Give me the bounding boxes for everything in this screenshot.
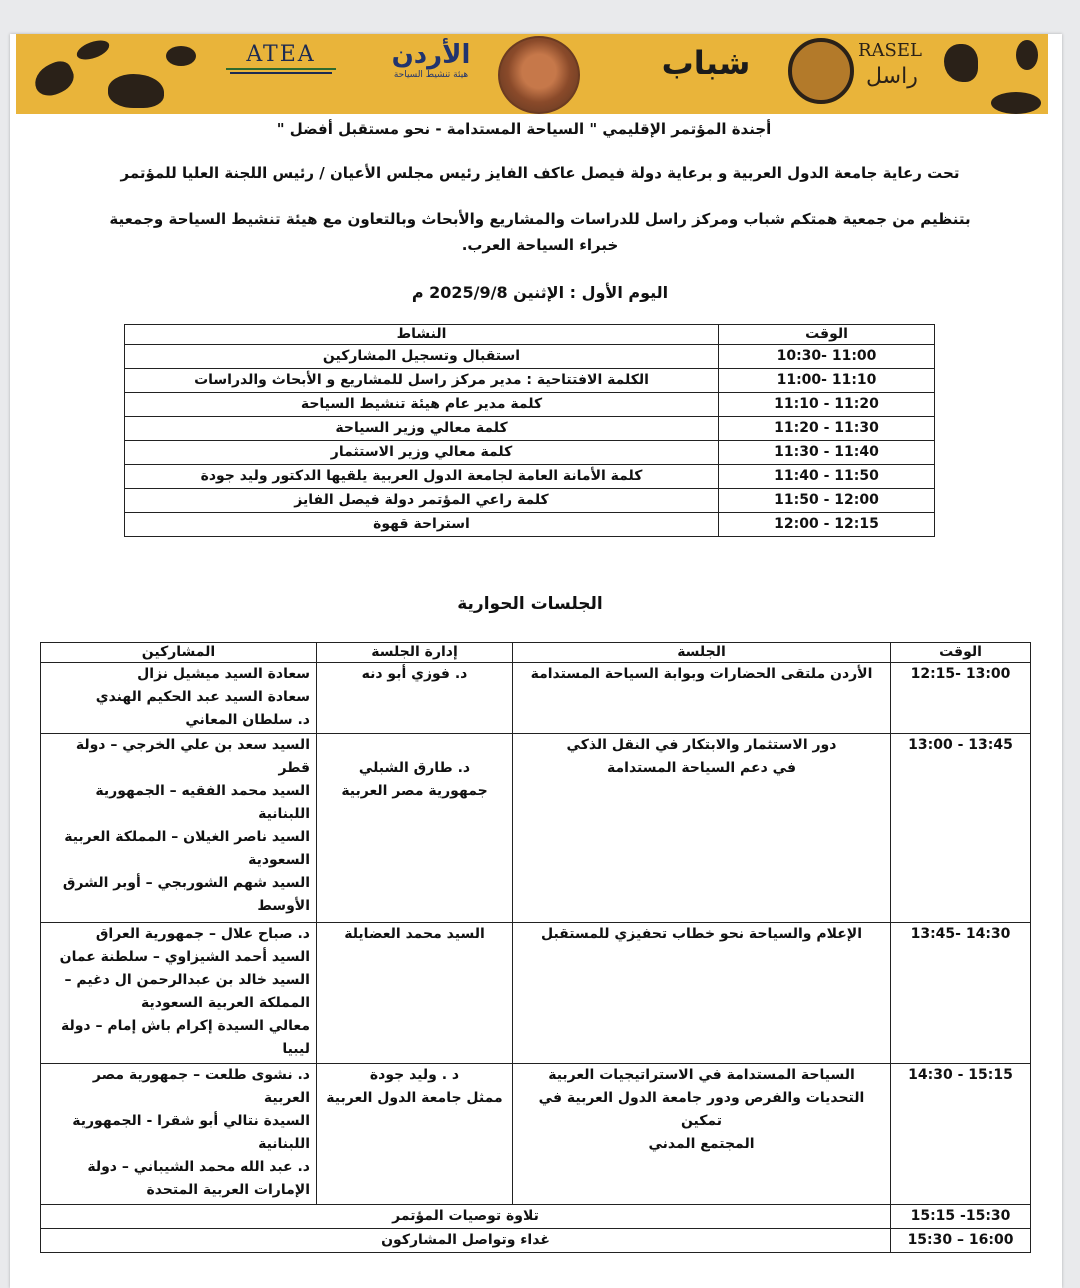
session-cell: الأردن ملتقى الحضارات وبوابة السياحة المستدامة xyxy=(513,663,891,734)
table-row xyxy=(125,417,935,441)
time-cell: 10:30- 11:00 xyxy=(719,345,935,369)
time-cell: 15:30 – 16:00 xyxy=(891,1229,1031,1253)
participants-cell: د. صباح علال – جمهورية العراق السيد أحمد الشيزاوي – سلطنة عمان السيد خالد بن عبدالرحمن ال دغيم – المملكة العربية السعودية معالي السيدة إكرام باش إمام – دولة ليبيا xyxy=(41,923,317,1064)
header-banner xyxy=(16,34,1048,114)
column-header-moderator: إدارة الجلسة xyxy=(317,643,513,663)
organizer-text-line2: خبراء السياحة العرب. xyxy=(461,236,619,254)
table-header-row xyxy=(41,643,1031,663)
day-label: اليوم الأول : الإثنين 2025/9/8 م xyxy=(411,283,669,302)
agenda-title: أجندة المؤتمر الإقليمي " السياحة المستدامة - نحو مستقبل أفضل " xyxy=(276,120,772,138)
table-row xyxy=(41,923,1031,1064)
session-cell: دور الاستثمار والابتكار في النقل الذكي في دعم السياحة المستدامة xyxy=(513,734,891,923)
session-cell: السياحة المستدامة في الاستراتيجيات العربية التحديات والفرص ودور جامعة الدول العربية في تمكين المجتمع المدني xyxy=(513,1064,891,1205)
time-cell: 11:20 - 11:30 xyxy=(719,417,935,441)
time-cell: 13:45- 14:30 xyxy=(891,923,1031,1064)
patronage-text: تحت رعاية جامعة الدول العربية و برعاية دولة فيصل عاكف الفايز رئيس مجلس الأعيان / رئيس اللجنة العليا للمؤتمر xyxy=(120,164,960,182)
activity-cell: كلمة معالي وزير الاستثمار xyxy=(125,441,719,465)
moderator-cell: د. فوزي أبو دنه xyxy=(317,663,513,734)
time-cell: 11:10 - 11:20 xyxy=(719,393,935,417)
table-header-row xyxy=(125,325,935,345)
time-cell: 14:30 - 15:15 xyxy=(891,1064,1031,1205)
shabab-logo: شباب xyxy=(661,44,751,82)
atea-logo: ATEA xyxy=(216,42,346,94)
column-header-time: الوقت xyxy=(891,643,1031,663)
session-cell: الإعلام والسياحة نحو خطاب تحفيزي للمستقبل xyxy=(513,923,891,1064)
time-cell: 11:00- 11:10 xyxy=(719,369,935,393)
participants-cell: د. نشوى طلعت – جمهورية مصر العربية السيدة نتالي أبو شقرا - الجمهورية اللبنانية د. عبد الله محمد الشيباني – دولة الإمارات العربية المتحدة xyxy=(41,1064,317,1205)
time-cell: 11:40 - 11:50 xyxy=(719,465,935,489)
column-header-time: الوقت xyxy=(719,325,935,345)
column-header-activity: النشاط xyxy=(125,325,719,345)
petra-logo xyxy=(498,36,580,114)
opening-agenda-table xyxy=(124,324,935,537)
activity-cell: كلمة راعي المؤتمر دولة فيصل الفايز xyxy=(125,489,719,513)
table-row xyxy=(125,489,935,513)
activity-cell: كلمة مدير عام هيئة تنشيط السياحة xyxy=(125,393,719,417)
activity-cell: تلاوة توصيات المؤتمر xyxy=(41,1205,891,1229)
rasel-emblem-icon xyxy=(788,38,854,104)
time-cell: 15:15 -15:30 xyxy=(891,1205,1031,1229)
rasel-logo: RASEL راسل xyxy=(786,38,936,108)
activity-cell: غداء وتواصل المشاركون xyxy=(41,1229,891,1253)
sessions-title: الجلسات الحوارية xyxy=(457,594,603,614)
moderator-cell: د. طارق الشبلي جمهورية مصر العربية xyxy=(317,734,513,923)
time-cell: 13:00 - 13:45 xyxy=(891,734,1031,923)
time-cell: 12:15- 13:00 xyxy=(891,663,1031,734)
activity-cell: استقبال وتسجيل المشاركين xyxy=(125,345,719,369)
table-row xyxy=(125,441,935,465)
table-row xyxy=(41,1064,1031,1205)
organizer-text-line1: بتنظيم من جمعية همتكم شباب ومركز راسل للدراسات والمشاريع والأبحاث وبالتعاون مع هيئة تنشيط السياحة وجمعية xyxy=(109,210,971,228)
activity-cell: كلمة الأمانة العامة لجامعة الدول العربية يلقيها الدكتور وليد جودة xyxy=(125,465,719,489)
moderator-cell: السيد محمد العضايلة xyxy=(317,923,513,1064)
table-row xyxy=(41,734,1031,923)
table-row xyxy=(125,345,935,369)
table-row xyxy=(125,393,935,417)
participants-cell: سعادة السيد ميشيل نزال سعادة السيد عبد الحكيم الهندي د. سلطان المعاني xyxy=(41,663,317,734)
time-cell: 12:00 - 12:15 xyxy=(719,513,935,537)
sessions-table xyxy=(40,642,1031,1253)
table-row xyxy=(125,465,935,489)
participants-cell: السيد سعد بن علي الخرجي – دولة قطر السيد محمد الفقيه – الجمهورية اللبنانية السيد ناصر الغيلان – المملكة العربية السعودية السيد شهم الشوربجي – أوبر الشرق الأوسط xyxy=(41,734,317,923)
column-header-participants: المشاركين xyxy=(41,643,317,663)
activity-cell: استراحة قهوة xyxy=(125,513,719,537)
table-row xyxy=(125,369,935,393)
table-row xyxy=(41,1205,1031,1229)
activity-cell: الكلمة الافتتاحية : مدير مركز راسل للمشاريع و الأبحاث والدراسات xyxy=(125,369,719,393)
time-cell: 11:30 - 11:40 xyxy=(719,441,935,465)
table-row xyxy=(125,513,935,537)
activity-cell: كلمة معالي وزير السياحة xyxy=(125,417,719,441)
time-cell: 11:50 - 12:00 xyxy=(719,489,935,513)
jordan-tourism-logo: الأردن هيئة تنشيط السياحة xyxy=(391,40,471,80)
column-header-session: الجلسة xyxy=(513,643,891,663)
moderator-cell: د . وليد جودة ممثل جامعة الدول العربية xyxy=(317,1064,513,1205)
table-row xyxy=(41,1229,1031,1253)
table-row xyxy=(41,663,1031,734)
